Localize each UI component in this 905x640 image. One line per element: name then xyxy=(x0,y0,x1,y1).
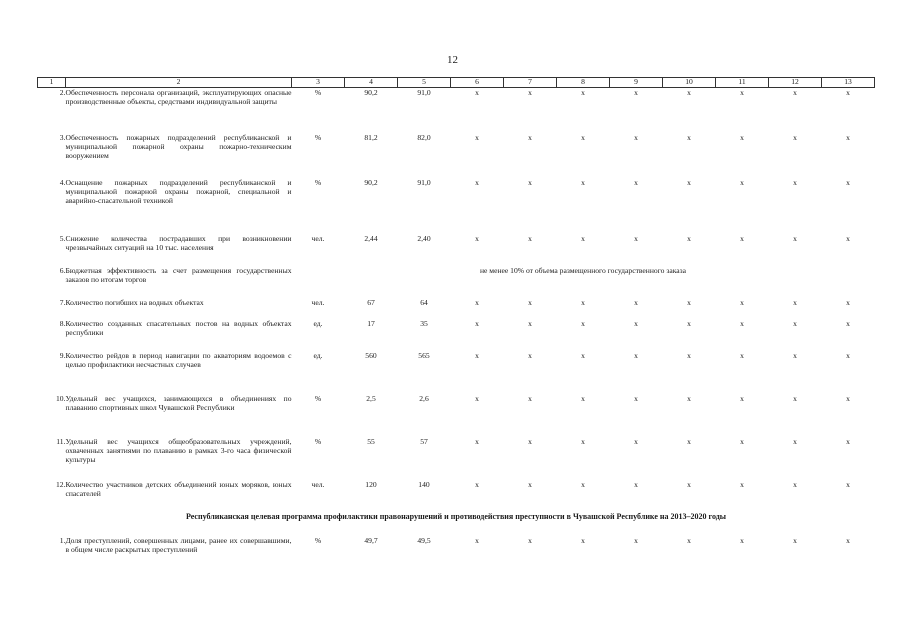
value-col-10: x xyxy=(687,177,691,187)
unit: чел. xyxy=(311,297,325,307)
indicator-name: Удельный вес учащихся, занимающихся в объединениях по плаванию спортивных школ Чувашской Республики xyxy=(65,393,292,412)
value-col-11: x xyxy=(740,393,744,403)
value-col-6: x xyxy=(475,88,479,97)
value-col-7: x xyxy=(528,132,532,142)
column-number-row xyxy=(38,78,875,88)
value-col-9: x xyxy=(634,318,638,328)
value-col-9: x xyxy=(634,350,638,360)
value-col-10: x xyxy=(687,535,691,545)
value-col-6: x xyxy=(475,436,479,446)
indicator-name: Оснащение пожарных подразделений республиканской и муниципальной пожарной охраны пожарной, специальной и аварийно-спасательной техникой xyxy=(65,177,292,206)
row-number: 5. xyxy=(59,233,66,243)
value-col-10: x xyxy=(687,350,691,360)
value-col-6: x xyxy=(475,297,479,307)
value-col-9: x xyxy=(634,297,638,307)
value-col-7: x xyxy=(528,393,532,403)
table-row xyxy=(38,319,875,351)
value-col-11: x xyxy=(740,479,744,489)
value-col-8: x xyxy=(581,233,585,243)
value-col-9: x xyxy=(634,88,638,97)
column-number-2: 2 xyxy=(66,78,292,88)
indicator-name: Количество участников детских объединений юных моряков, юных спасателей xyxy=(65,479,292,498)
page-number: 12 xyxy=(447,54,458,66)
value-col-6: x xyxy=(475,132,479,142)
section-title: Республиканская целевая программа профилактики правонарушений и противодействия преступности в Чувашской Республике на 2013–2020 годы xyxy=(186,511,726,521)
row-number: 3. xyxy=(59,132,66,142)
value-col-6: x xyxy=(475,350,479,360)
value-col-5: 91,0 xyxy=(417,88,431,97)
value-col-5: 91,0 xyxy=(417,177,431,187)
column-number-4: 4 xyxy=(345,78,398,88)
value-col-12: x xyxy=(793,535,797,545)
value-col-5: 2,40 xyxy=(417,233,431,243)
value-col-5: 64 xyxy=(420,297,428,307)
value-col-4: 2,44 xyxy=(364,233,378,243)
value-col-9: x xyxy=(634,233,638,243)
indicator-name: Количество созданных спасательных постов на водных объектах республики xyxy=(65,318,292,337)
row-number: 7. xyxy=(59,297,66,307)
value-col-13: x xyxy=(846,350,850,360)
value-col-11: x xyxy=(740,436,744,446)
value-col-7: x xyxy=(528,318,532,328)
value-col-7: x xyxy=(528,177,532,187)
row-number: 6. xyxy=(59,265,66,275)
column-number-6: 6 xyxy=(451,78,504,88)
row-number: 9. xyxy=(59,350,66,360)
row-number: 4. xyxy=(59,177,66,187)
row-number: 8. xyxy=(59,318,66,328)
value-col-4: 81,2 xyxy=(364,132,378,142)
indicator-name: Снижение количества пострадавших при возникновении чрезвычайных ситуаций на 10 тыс. населения xyxy=(65,233,292,252)
value-col-11: x xyxy=(740,132,744,142)
indicators-table xyxy=(37,77,875,576)
value-col-12: x xyxy=(793,436,797,446)
value-col-5: 140 xyxy=(418,479,430,489)
value-col-10: x xyxy=(687,393,691,403)
column-number-5: 5 xyxy=(398,78,451,88)
value-col-4: 49,7 xyxy=(364,535,378,545)
value-col-8: x xyxy=(581,535,585,545)
value-col-10: x xyxy=(687,132,691,142)
value-col-4: 560 xyxy=(365,350,377,360)
value-col-7: x xyxy=(528,88,532,97)
table-row xyxy=(38,178,875,234)
column-number-9: 9 xyxy=(610,78,663,88)
table-row xyxy=(38,88,875,133)
value-col-13: x xyxy=(846,318,850,328)
indicator-name: Обеспеченность пожарных подразделений республиканской и муниципальной пожарной охраны пожарно-техническим вооружением xyxy=(65,132,292,161)
value-col-10: x xyxy=(687,297,691,307)
value-col-10: x xyxy=(687,479,691,489)
value-col-11: x xyxy=(740,177,744,187)
value-col-13: x xyxy=(846,233,850,243)
table-row xyxy=(38,536,875,576)
indicator-name: Количество погибших на водных объектах xyxy=(65,297,204,307)
value-col-13: x xyxy=(846,177,850,187)
indicator-name: Обеспеченность персонала организаций, эксплуатирующих опасные производственные объекты, средствами индивидуальной защиты xyxy=(65,88,292,107)
value-col-8: x xyxy=(581,132,585,142)
value-col-8: x xyxy=(581,436,585,446)
value-col-7: x xyxy=(528,233,532,243)
row-number: 1. xyxy=(59,535,66,545)
row-number: 11. xyxy=(56,436,66,446)
section-row xyxy=(38,512,875,536)
unit: % xyxy=(314,393,322,403)
value-col-11: x xyxy=(740,535,744,545)
table-row xyxy=(38,234,875,266)
table-row xyxy=(38,133,875,178)
table-row xyxy=(38,437,875,480)
value-col-12: x xyxy=(793,177,797,187)
value-col-4: 120 xyxy=(365,479,377,489)
value-col-5: 82,0 xyxy=(417,132,431,142)
value-col-11: x xyxy=(740,318,744,328)
table-row xyxy=(38,351,875,394)
value-col-4: 17 xyxy=(367,318,375,328)
value-col-6: x xyxy=(475,233,479,243)
column-number-7: 7 xyxy=(504,78,557,88)
column-number-3: 3 xyxy=(292,78,345,88)
value-col-6: x xyxy=(475,535,479,545)
column-number-8: 8 xyxy=(557,78,610,88)
value-col-4: 67 xyxy=(367,297,375,307)
value-col-8: x xyxy=(581,479,585,489)
value-col-8: x xyxy=(581,350,585,360)
column-number-10: 10 xyxy=(663,78,716,88)
value-col-5: 35 xyxy=(420,318,428,328)
unit: ед. xyxy=(313,318,323,328)
merged-value: не менее 10% от объема размещенного государственного заказа xyxy=(479,265,687,275)
indicator-name: Бюджетная эффективность за счет размещения государственных заказов по итогам торгов xyxy=(65,265,292,284)
row-number: 2. xyxy=(59,88,66,97)
value-col-5: 2,6 xyxy=(419,393,429,403)
value-col-9: x xyxy=(634,479,638,489)
value-col-13: x xyxy=(846,393,850,403)
column-number-11: 11 xyxy=(716,78,769,88)
value-col-6: x xyxy=(475,177,479,187)
value-col-5: 565 xyxy=(418,350,430,360)
unit: % xyxy=(314,88,322,97)
column-number-13: 13 xyxy=(822,78,875,88)
unit: чел. xyxy=(311,479,325,489)
table-row xyxy=(38,298,875,319)
value-col-9: x xyxy=(634,177,638,187)
table-body xyxy=(38,88,875,576)
table-row xyxy=(38,394,875,437)
value-col-10: x xyxy=(687,233,691,243)
value-col-4: 2,5 xyxy=(366,393,376,403)
value-col-8: x xyxy=(581,318,585,328)
unit: % xyxy=(314,177,322,187)
value-col-4: 90,2 xyxy=(364,177,378,187)
table-row xyxy=(38,266,875,298)
value-col-7: x xyxy=(528,297,532,307)
value-col-6: x xyxy=(475,479,479,489)
row-number: 12. xyxy=(56,479,66,489)
value-col-9: x xyxy=(634,393,638,403)
value-col-11: x xyxy=(740,297,744,307)
value-col-11: x xyxy=(740,350,744,360)
value-col-6: x xyxy=(475,318,479,328)
value-col-10: x xyxy=(687,88,691,97)
unit: % xyxy=(314,436,322,446)
value-col-12: x xyxy=(793,297,797,307)
value-col-7: x xyxy=(528,436,532,446)
value-col-10: x xyxy=(687,436,691,446)
value-col-4: 55 xyxy=(367,436,375,446)
value-col-5: 49,5 xyxy=(417,535,431,545)
column-number-12: 12 xyxy=(769,78,822,88)
value-col-13: x xyxy=(846,479,850,489)
value-col-6: x xyxy=(475,393,479,403)
value-col-12: x xyxy=(793,350,797,360)
value-col-12: x xyxy=(793,479,797,489)
value-col-11: x xyxy=(740,233,744,243)
value-col-9: x xyxy=(634,535,638,545)
value-col-12: x xyxy=(793,132,797,142)
value-col-12: x xyxy=(793,88,797,97)
row-number: 10. xyxy=(56,393,66,403)
indicator-name: Удельный вес учащихся общеобразовательных учреждений, охваченных занятиями по плаванию в рамках 3-го часа физической культуры xyxy=(65,436,292,465)
value-col-11: x xyxy=(740,88,744,97)
indicator-name: Доля преступлений, совершенных лицами, ранее их совершавшими, в общем числе раскрытых преступлений xyxy=(65,535,292,554)
value-col-4: 90,2 xyxy=(364,88,378,97)
value-col-8: x xyxy=(581,297,585,307)
value-col-7: x xyxy=(528,535,532,545)
value-col-13: x xyxy=(846,535,850,545)
value-col-13: x xyxy=(846,88,850,97)
column-number-1: 1 xyxy=(38,78,66,88)
value-col-13: x xyxy=(846,297,850,307)
value-col-8: x xyxy=(581,393,585,403)
unit: ед. xyxy=(313,350,323,360)
unit: % xyxy=(314,132,322,142)
indicator-name: Количество рейдов в период навигации по акваториям водоемов с целью профилактики несчастных случаев xyxy=(65,350,292,369)
value-col-5: 57 xyxy=(420,436,428,446)
value-col-13: x xyxy=(846,132,850,142)
table-row xyxy=(38,480,875,512)
value-col-9: x xyxy=(634,132,638,142)
unit: % xyxy=(314,535,322,545)
value-col-12: x xyxy=(793,318,797,328)
value-col-8: x xyxy=(581,88,585,97)
value-col-12: x xyxy=(793,393,797,403)
value-col-13: x xyxy=(846,436,850,446)
value-col-7: x xyxy=(528,479,532,489)
unit: чел. xyxy=(311,233,325,243)
value-col-7: x xyxy=(528,350,532,360)
value-col-12: x xyxy=(793,233,797,243)
value-col-9: x xyxy=(634,436,638,446)
value-col-10: x xyxy=(687,318,691,328)
value-col-8: x xyxy=(581,177,585,187)
